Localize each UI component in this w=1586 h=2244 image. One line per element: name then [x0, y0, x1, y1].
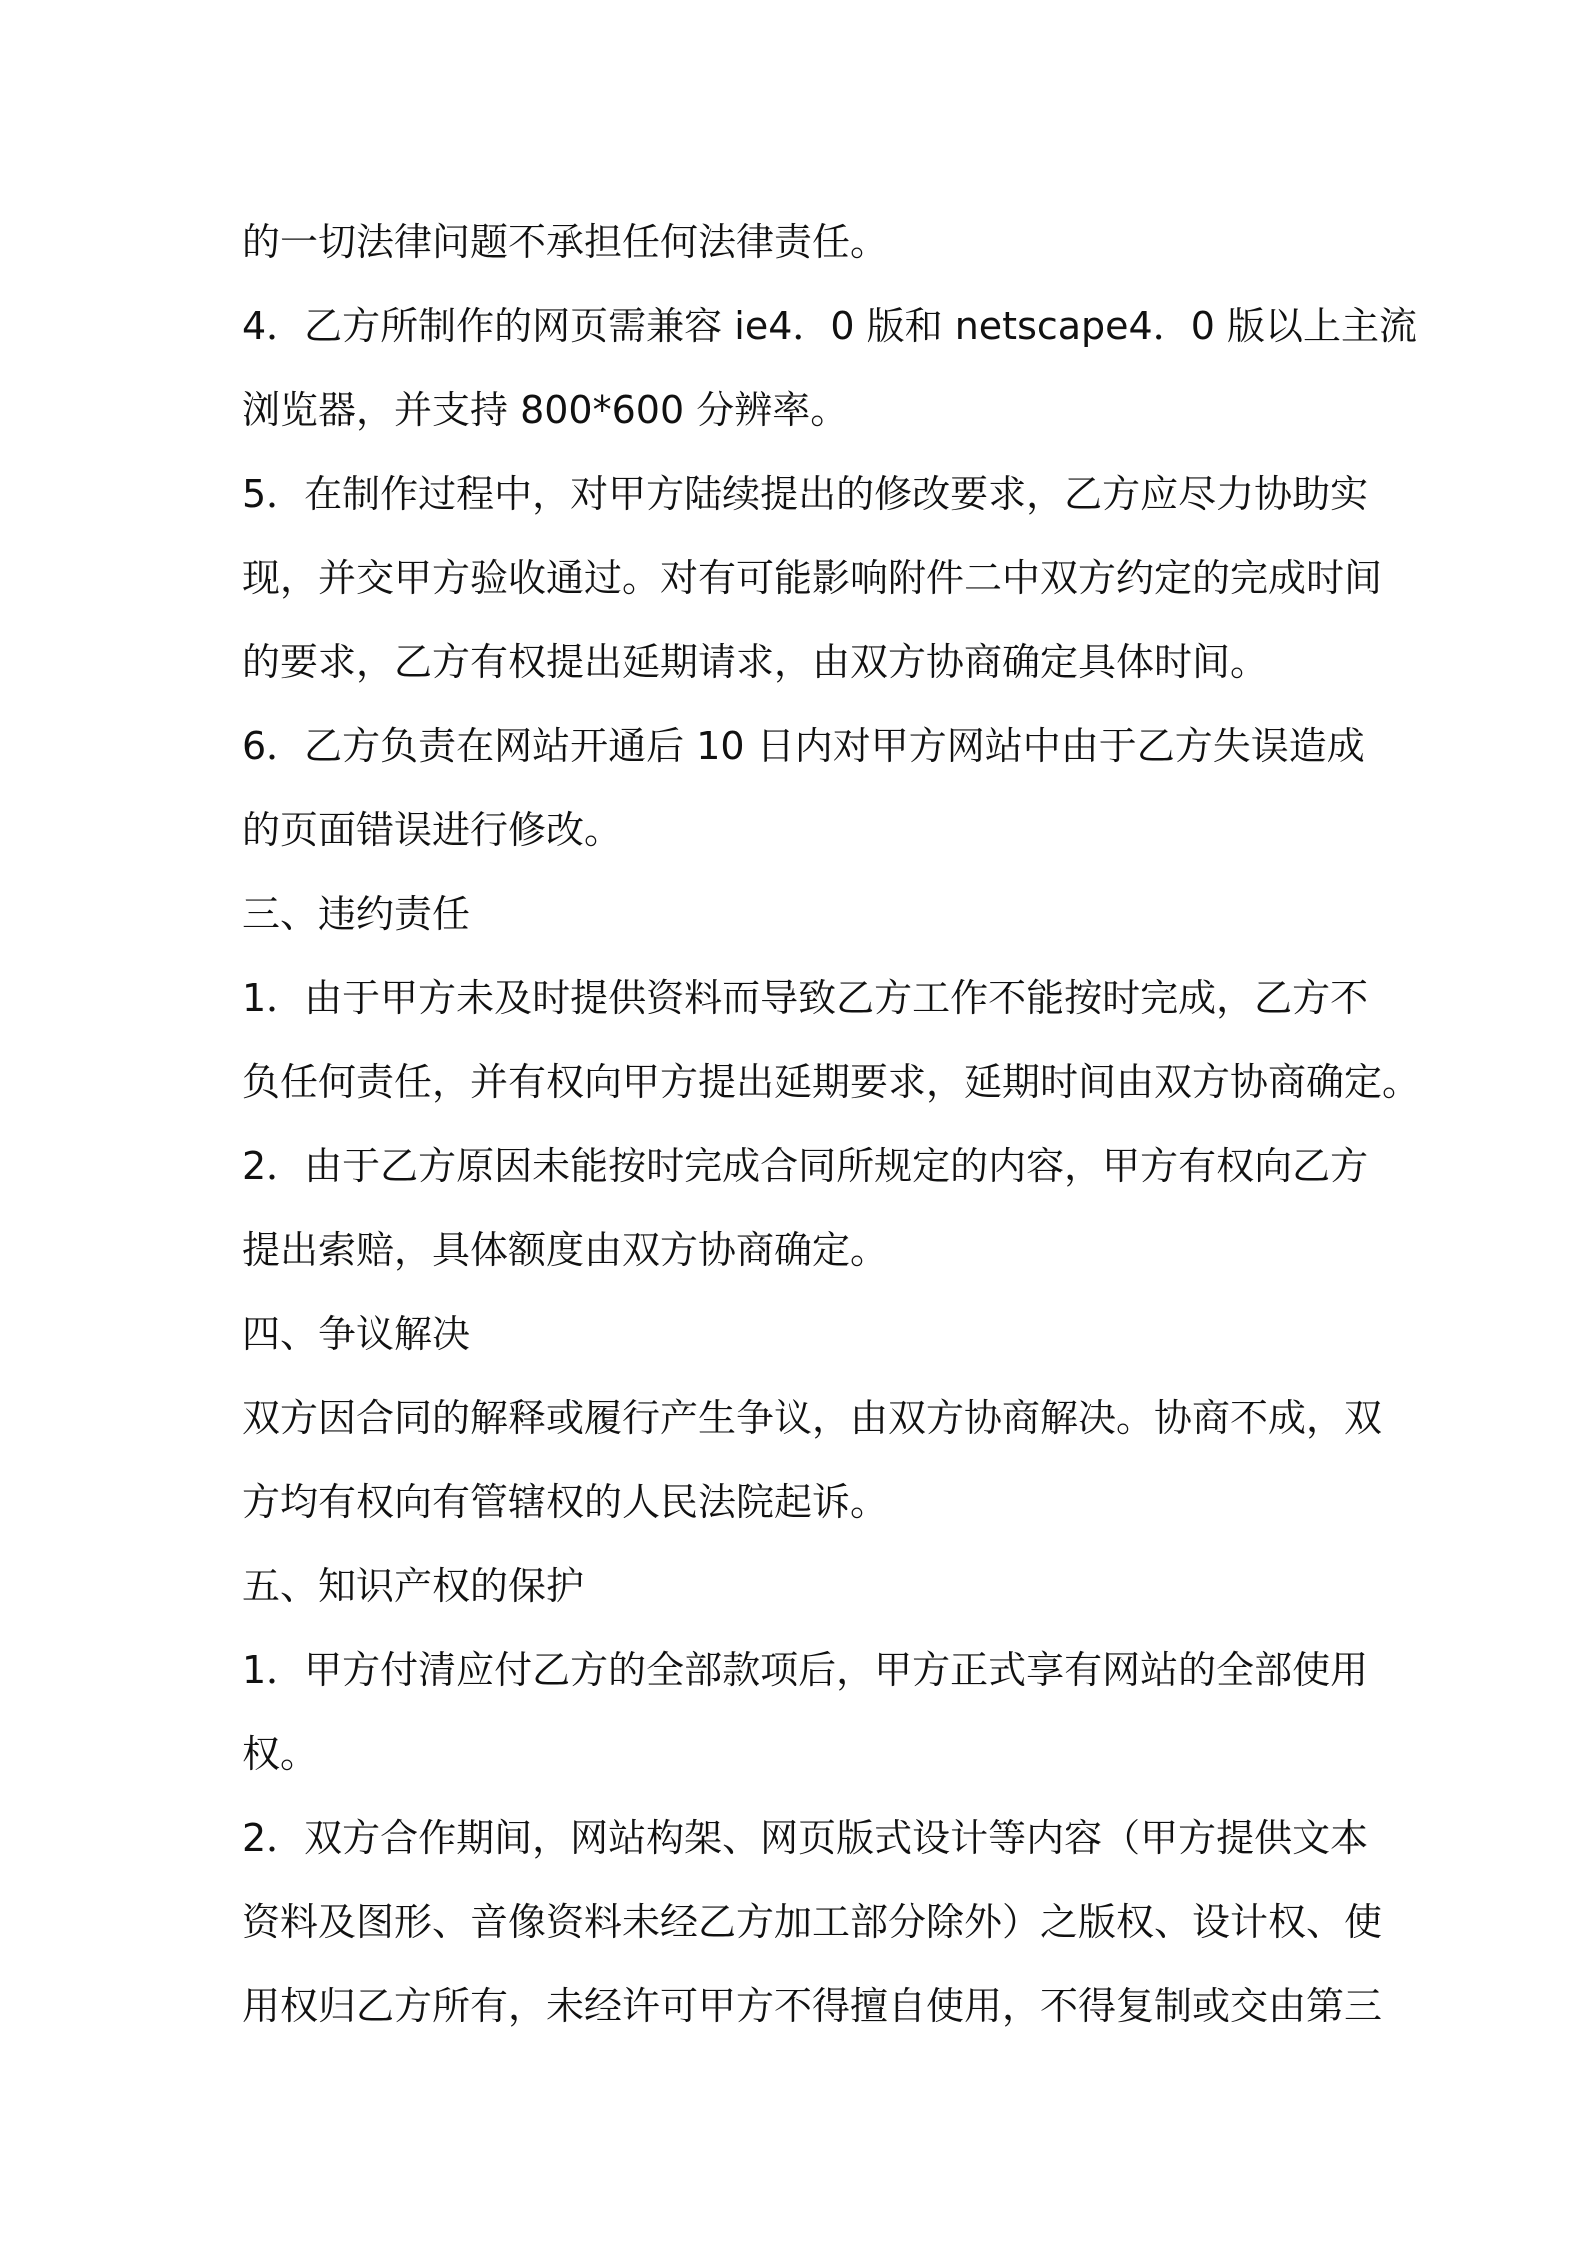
- text-line: 方均有权向有管辖权的人民法院起诉。: [242, 1480, 889, 1524]
- text-line: 5．在制作过程中，对甲方陆续提出的修改要求，乙方应尽力协助实: [242, 472, 1369, 516]
- text-line: 2．双方合作期间，网站构架、网页版式设计等内容（甲方提供文本: [242, 1816, 1369, 1860]
- text-line: 双方因合同的解释或履行产生争议，由双方协商解决。协商不成，双: [242, 1396, 1383, 1440]
- section-heading: 三、违约责任: [242, 892, 471, 936]
- text-line: 4．乙方所制作的网页需兼容 ie4．0 版和 netscape4．0 版以上主流: [242, 304, 1417, 348]
- section-heading: 五、知识产权的保护: [242, 1564, 585, 1608]
- text-line: 负任何责任，并有权向甲方提出延期要求，延期时间由双方协商确定。: [242, 1060, 1421, 1104]
- text-line: 浏览器，并支持 800*600 分辨率。: [242, 388, 849, 432]
- text-line: 的页面错误进行修改。: [242, 808, 623, 852]
- text-line: 1．甲方付清应付乙方的全部款项后，甲方正式享有网站的全部使用: [242, 1648, 1369, 1692]
- text-line: 的要求，乙方有权提出延期请求，由双方协商确定具体时间。: [242, 640, 1269, 684]
- text-line: 的一切法律问题不承担任何法律责任。: [242, 220, 889, 264]
- text-line: 提出索赔，具体额度由双方协商确定。: [242, 1228, 889, 1272]
- text-line: 资料及图形、音像资料未经乙方加工部分除外）之版权、设计权、使: [242, 1900, 1383, 1944]
- document-body: [242, 200, 1421, 2048]
- text-line: 2．由于乙方原因未能按时完成合同所规定的内容，甲方有权向乙方: [242, 1144, 1369, 1188]
- text-line: 1．由于甲方未及时提供资料而导致乙方工作不能按时完成，乙方不: [242, 976, 1369, 1020]
- text-line: 权。: [242, 1732, 319, 1776]
- section-heading: 四、争议解决: [242, 1312, 471, 1356]
- text-line: 6．乙方负责在网站开通后 10 日内对甲方网站中由于乙方失误造成: [242, 724, 1365, 768]
- text-line: 现，并交甲方验收通过。对有可能影响附件二中双方约定的完成时间: [242, 556, 1383, 600]
- text-line: 用权归乙方所有，未经许可甲方不得擅自使用，不得复制或交由第三: [242, 1984, 1383, 2028]
